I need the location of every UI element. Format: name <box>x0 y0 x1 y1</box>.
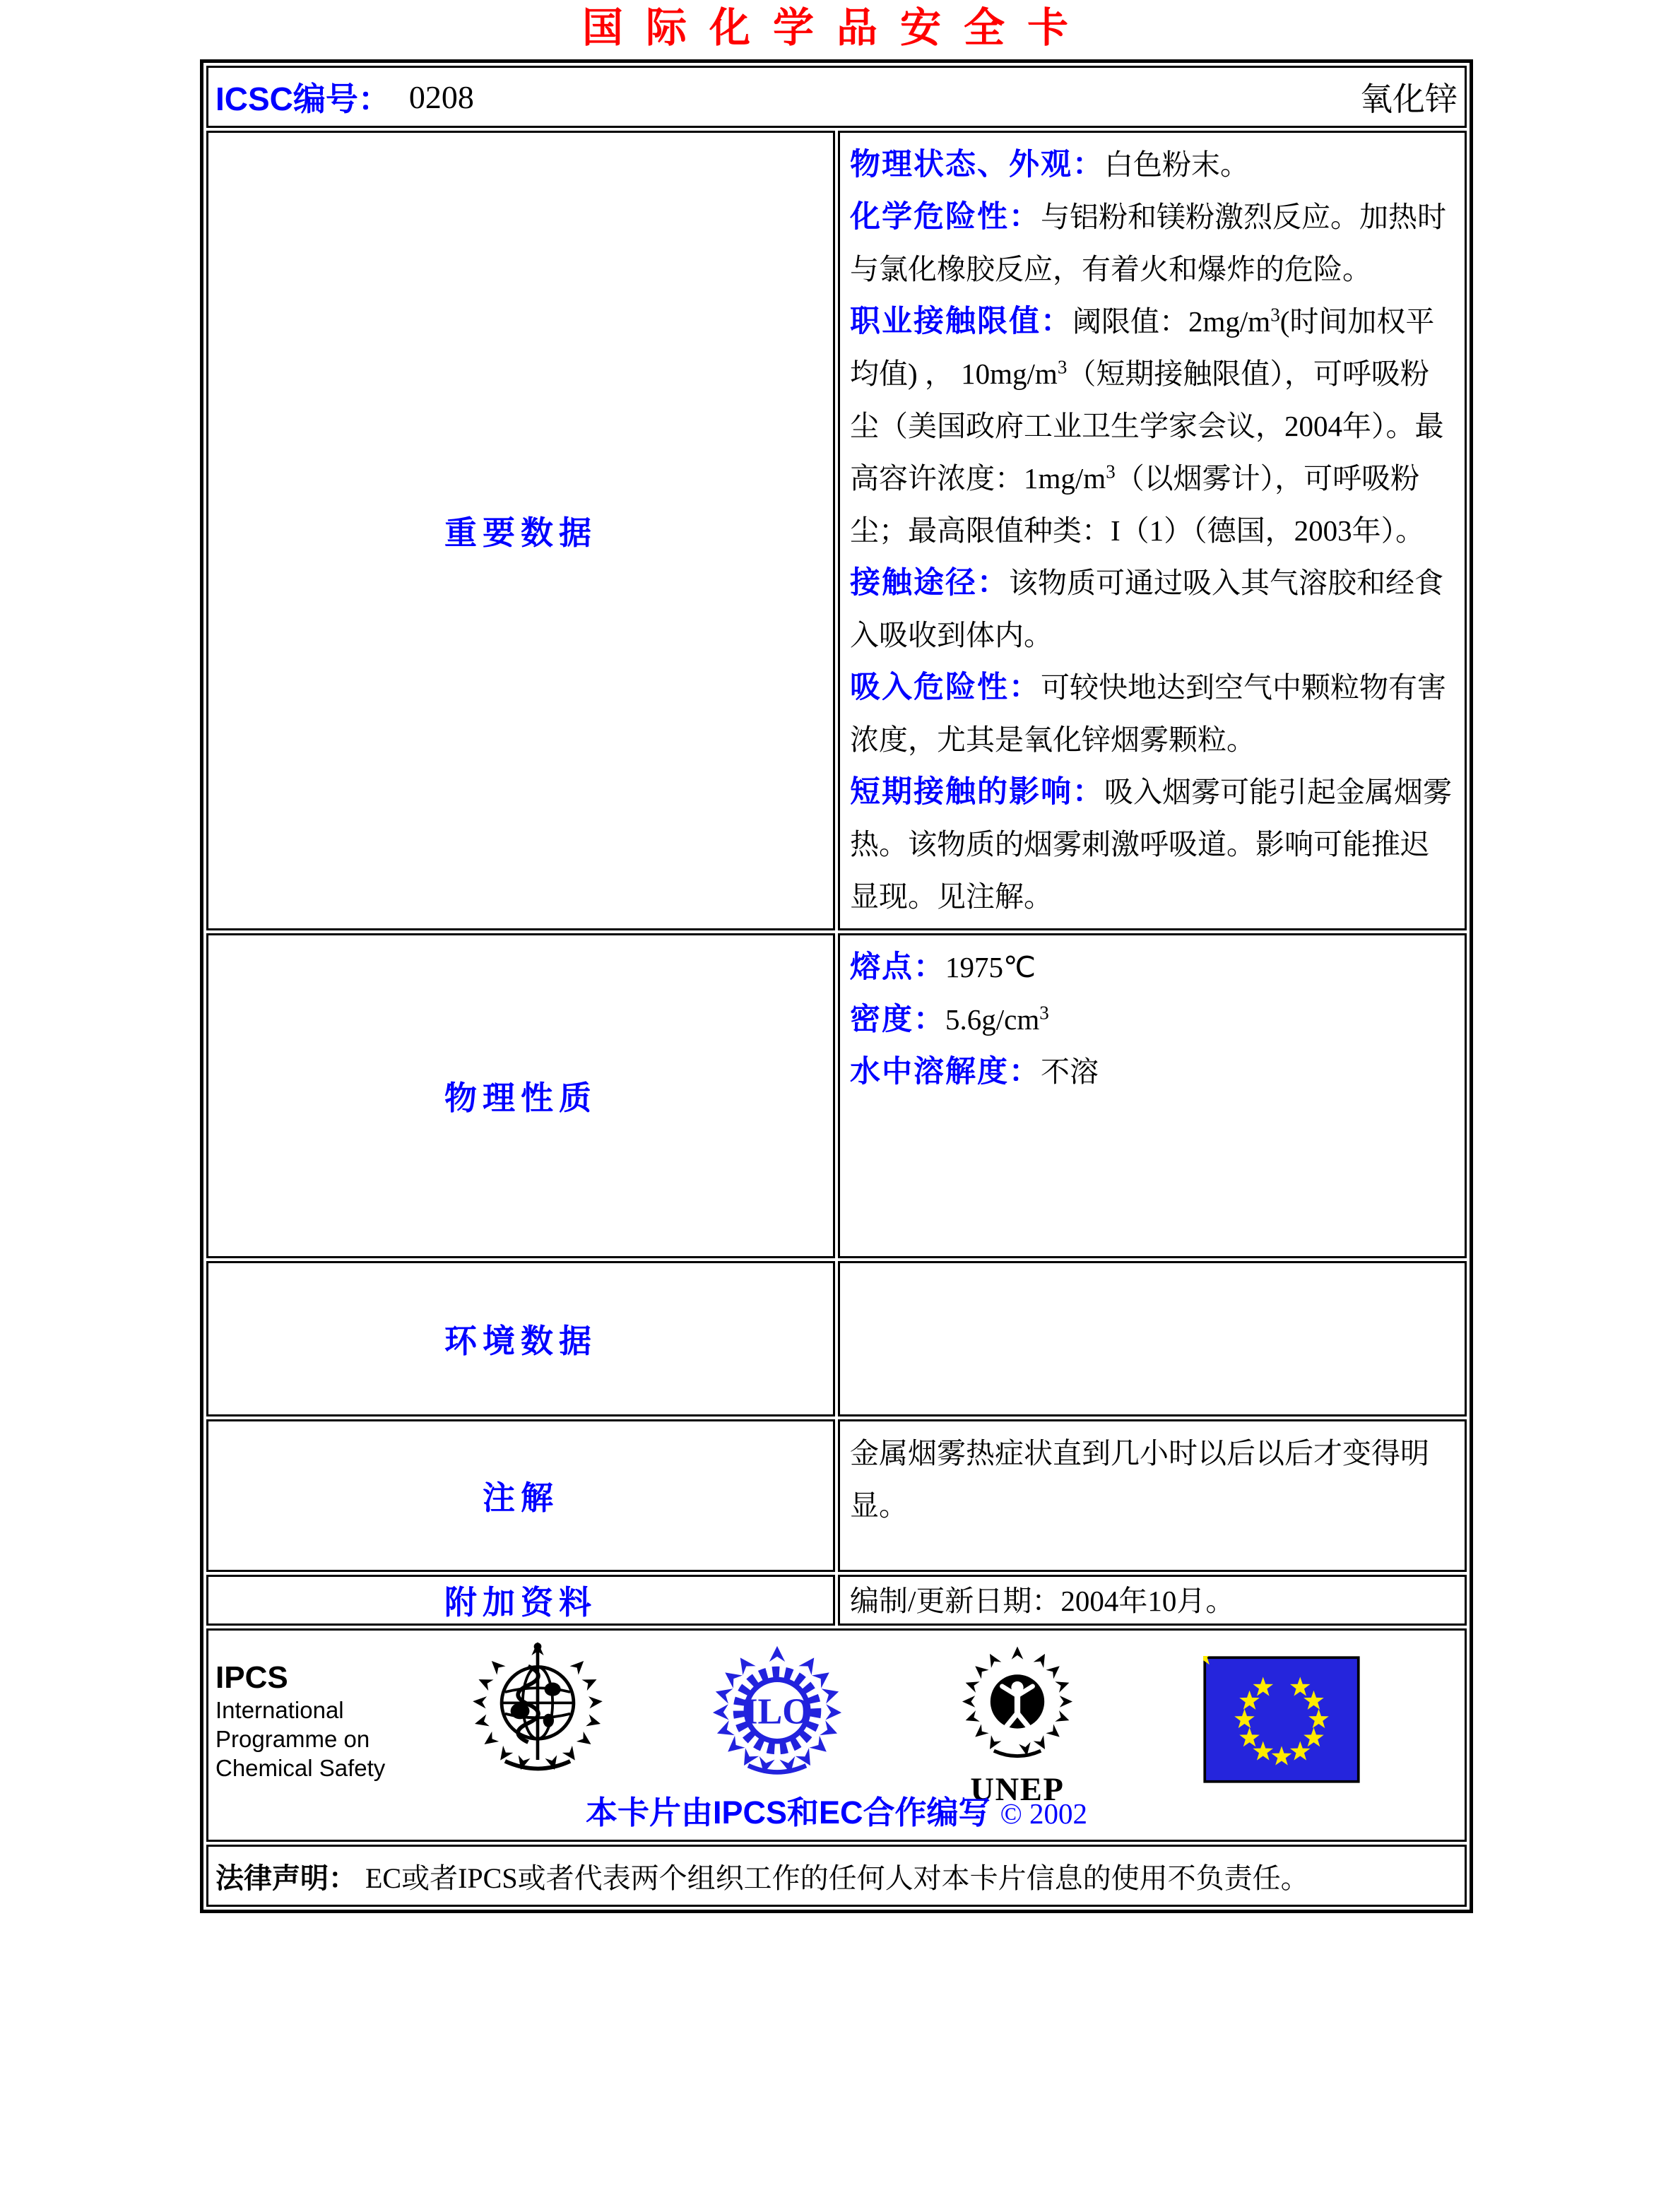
row-important-data <box>206 131 1467 930</box>
text-segment: (时间加权平均值) ， 10mg/m <box>850 305 1435 390</box>
section-content-environmental-data <box>838 1261 1467 1416</box>
card-header <box>208 68 1465 126</box>
field-label: 化学危险性： <box>850 200 1041 234</box>
text-segment: 吸入烟雾可能引起金属烟雾热。该物质的烟雾刺激呼吸道。影响可能推迟显现。见注解。 <box>850 776 1452 913</box>
row-environmental-data <box>206 1261 1467 1416</box>
ipcs-text-block <box>215 1660 385 1782</box>
text-segment: 1975℃ <box>945 951 1036 983</box>
paragraph <box>850 993 1455 1046</box>
legal-notice-text: EC或者IPCS或者代表两个组织工作的任何人对本卡片信息的使用不负责任。 <box>365 1862 1309 1894</box>
paragraph <box>850 191 1455 295</box>
text-segment: 与铝粉和镁粉激烈反应。加热时与氯化橡胶反应，有着火和爆炸的危险。 <box>850 201 1446 285</box>
unep-caption: UNEP <box>970 1771 1065 1807</box>
field-label: 职业接触限值： <box>850 304 1072 338</box>
header-row <box>206 66 1467 128</box>
paragraph <box>850 138 1455 191</box>
text-segment: 3 <box>1106 461 1116 483</box>
section-content-important-data <box>838 131 1467 930</box>
ilo-letters: ILO <box>743 1691 811 1732</box>
who-logo-icon <box>470 1639 605 1779</box>
icsc-card-table <box>200 59 1473 1913</box>
icsc-number-label: ICSC编号： <box>215 81 391 117</box>
field-label: 吸入危险性： <box>850 670 1041 704</box>
paragraph <box>850 557 1455 661</box>
credit-text: 本卡片由IPCS和EC合作编写 <box>586 1794 991 1830</box>
section-label-additional-information: 附加资料 <box>206 1575 835 1626</box>
paragraph <box>850 1427 1455 1532</box>
text-segment: 3 <box>1039 1002 1049 1024</box>
chemical-name: 氧化锌 <box>1360 81 1458 117</box>
text-segment: （以烟雾计），可呼吸粉尘；最高限值种类：I（1）（德国，2003年）。 <box>850 462 1425 547</box>
text-segment: 可较快地达到空气中颗粒物有害浓度，尤其是氧化锌烟雾颗粒。 <box>850 671 1446 756</box>
paragraph <box>850 766 1455 923</box>
icsc-number-value: 0208 <box>408 78 474 115</box>
legal-notice-label: 法律声明： <box>215 1862 357 1894</box>
paragraph <box>850 295 1455 557</box>
legal-notice <box>208 1847 1465 1905</box>
text-segment: 该物质可通过吸入其气溶胶和经食入吸收到体内。 <box>850 567 1443 651</box>
unep-logo-icon <box>959 1640 1076 1807</box>
text-segment: 不溶 <box>1041 1055 1099 1088</box>
ipcs-subtitle-line2: Programme on <box>215 1726 370 1752</box>
ilo-logo-icon <box>711 1645 843 1776</box>
section-label-important-data: 重要数据 <box>206 131 835 930</box>
section-content-additional-information: 编制/更新日期：2004年10月。 <box>850 1584 1235 1617</box>
text-segment: 3 <box>1270 304 1280 326</box>
legal-row <box>206 1845 1467 1907</box>
section-content-physical-properties <box>838 933 1467 1258</box>
text-segment: 金属烟雾热症状直到几小时以后以后才变得明显。 <box>850 1437 1429 1522</box>
ipcs-acronym: IPCS <box>215 1660 288 1695</box>
eu-flag-icon <box>1203 1656 1360 1783</box>
text-segment: （短期接触限值），可呼吸粉尘（美国政府工业卫生学家会议，2004年）。最高容许浓度：1mg/m <box>850 357 1444 495</box>
credit-line <box>208 1787 1465 1833</box>
field-label: 熔点： <box>850 950 945 984</box>
section-label-environmental-data: 环境数据 <box>206 1261 835 1416</box>
text-segment: 5.6g/cm <box>945 1003 1040 1036</box>
section-label-notes: 注解 <box>206 1419 835 1572</box>
page-title: 国际化学品安全卡 <box>581 5 1091 51</box>
ipcs-subtitle-line1: International <box>215 1697 344 1723</box>
text-segment: 白色粉末。 <box>1104 148 1249 181</box>
field-label: 短期接触的影响： <box>850 775 1104 809</box>
row-notes <box>206 1419 1467 1572</box>
logos-row <box>206 1628 1467 1842</box>
text-segment: 3 <box>1057 356 1068 378</box>
field-label: 水中溶解度： <box>850 1055 1041 1089</box>
field-label: 接触途径： <box>850 566 1009 600</box>
row-physical-properties <box>206 933 1467 1258</box>
text-segment: 阈限值：2mg/m <box>1072 305 1271 338</box>
copyright-text: © 2002 <box>1000 1797 1087 1830</box>
ipcs-subtitle-line3: Chemical Safety <box>215 1755 386 1781</box>
row-additional-information <box>206 1575 1467 1626</box>
field-label: 物理状态、外观： <box>850 148 1104 182</box>
field-label: 密度： <box>850 1003 945 1036</box>
paragraph <box>850 661 1455 766</box>
paragraph <box>850 1046 1455 1098</box>
section-label-physical-properties: 物理性质 <box>206 933 835 1258</box>
logos-area <box>208 1631 1465 1840</box>
paragraph <box>850 941 1455 993</box>
section-content-notes <box>838 1419 1467 1572</box>
